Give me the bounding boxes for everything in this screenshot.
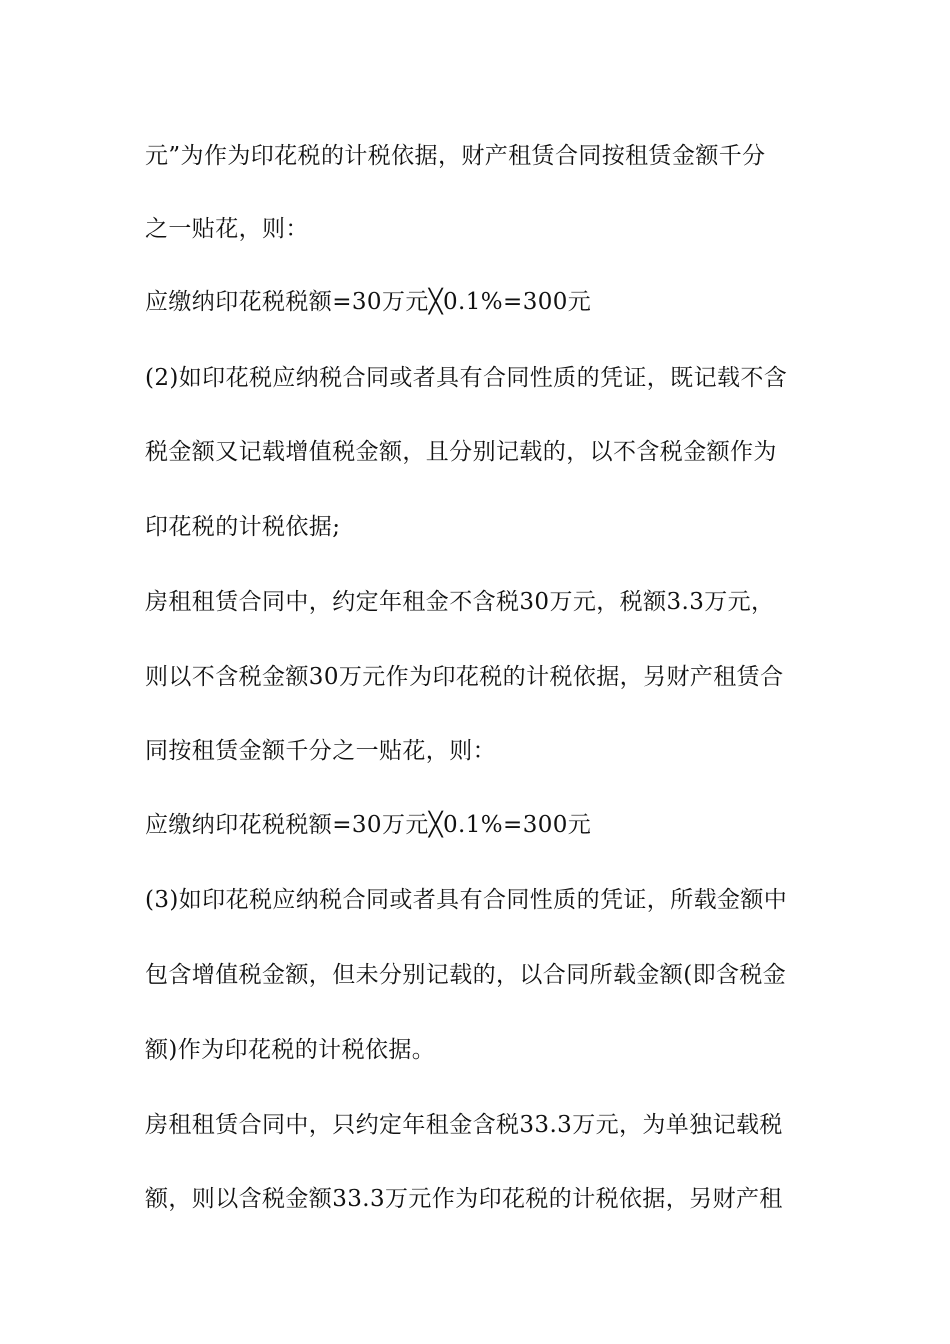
text-line: (2)如印花税应纳税合同或者具有合同性质的凭证，既记载不含 (145, 365, 788, 391)
text-line: 额)作为印花税的计税依据。 (145, 1037, 436, 1063)
formula-line: 应缴纳印花税税额=30万元╳0.1%=300元 (145, 812, 592, 838)
text-line: 包含增值税金额，但未分别记载的，以合同所载金额(即含税金 (145, 962, 787, 988)
text-line: 房租租赁合同中，约定年租金不含税30万元，税额3.3万元， (145, 589, 775, 615)
text-line: 同按租赁金额千分之一贴花，则： (145, 738, 496, 764)
text-line: (3)如印花税应纳税合同或者具有合同性质的凭证，所载金额中 (145, 887, 788, 913)
text-line: 房租租赁合同中，只约定年租金含税33.3万元，为单独记载税 (145, 1112, 783, 1138)
text-line: 印花税的计税依据; (145, 514, 341, 540)
text-line: 税金额又记载增值税金额，且分别记载的，以不含税金额作为 (145, 439, 777, 465)
text-line: 元”为作为印花税的计税依据，财产租赁合同按租赁金额千分 (145, 143, 766, 169)
text-line: 额，则以含税金额33.3万元作为印花税的计税依据，另财产租 (145, 1186, 783, 1212)
formula-line: 应缴纳印花税税额=30万元╳0.1%=300元 (145, 289, 592, 315)
text-line: 之一贴花，则： (145, 216, 309, 242)
text-line: 则以不含税金额30万元作为印花税的计税依据，另财产租赁合 (145, 664, 784, 690)
